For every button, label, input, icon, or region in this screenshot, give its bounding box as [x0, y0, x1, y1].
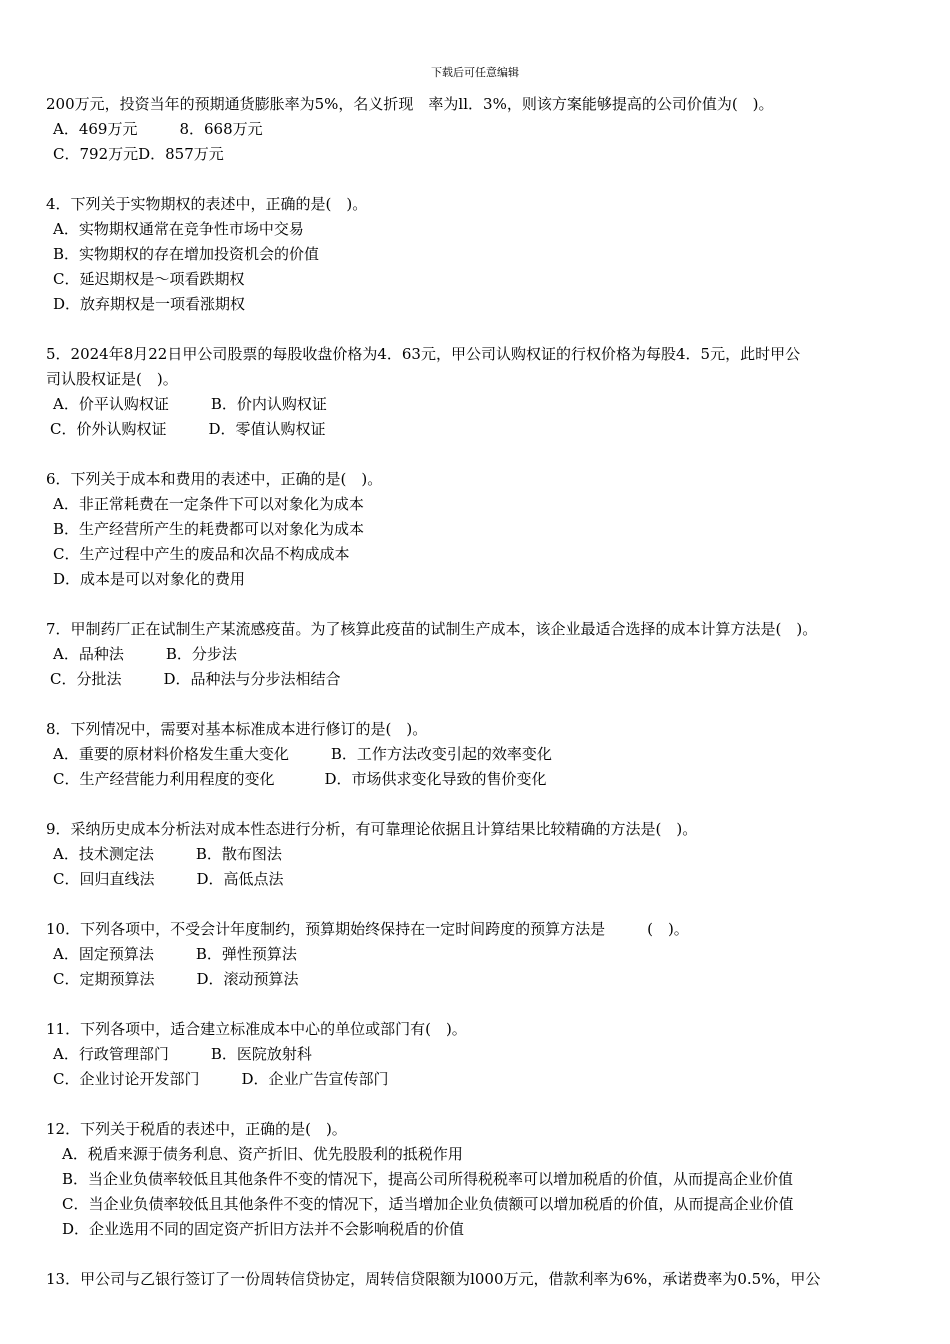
q7-option-b: B．分步法	[165, 645, 237, 663]
q6-option-c: C．生产过程中产生的废品和次品不构成成本	[53, 545, 350, 563]
q7-stem: 7．甲制药厂正在试制生产某流感疫苗。为了核算此疫苗的试制生产成本，该企业最适合选择的成本计算方法是( )。	[46, 620, 818, 638]
q8-options-ab	[46, 742, 916, 767]
q11-option-d: D．企业广告宣传部门	[241, 1070, 389, 1088]
q8-options-cd	[46, 767, 916, 792]
q9-option-c: C．回归直线法	[53, 870, 155, 888]
q4-stem: 4．下列关于实物期权的表述中，正确的是( )。	[46, 195, 368, 213]
q9-option-b: B．散布图法	[195, 845, 282, 863]
q9-option-d: D．高低点法	[196, 870, 284, 888]
q11-options-ab	[46, 1042, 916, 1067]
q8-option-d: D．市场供求变化导致的售价变化	[324, 770, 547, 788]
q8-option-c: C．生产经营能力利用程度的变化	[53, 770, 275, 788]
q9-stem: 9．采纳历史成本分析法对成本性态进行分析，有可靠理论依据且计算结果比较精确的方法是( )。	[46, 820, 698, 838]
q5-stem-line2: 司认股权证是( )。	[46, 370, 178, 388]
q3-option-a: A．469万元	[53, 120, 138, 138]
q4-option-d: D．放弃期权是一项看涨期权	[53, 295, 246, 313]
q4-option-c: C．延迟期权是～项看跌期权	[53, 270, 245, 288]
q6-option-a: A．非正常耗费在一定条件下可以对象化为成本	[53, 495, 364, 513]
q3-options-ab	[46, 117, 916, 142]
q4-option-b: B．实物期权的存在增加投资机会的价值	[53, 245, 320, 263]
q10-stem: 10．下列各项中，不受会计年度制约，预算期始终保持在一定时间跨度的预算方法是	[46, 920, 606, 938]
q11-options-cd	[46, 1067, 916, 1092]
q7-option-a: A．品种法	[53, 645, 124, 663]
q12-option-c: C．当企业负债率较低且其他条件不变的情况下，适当增加企业负债额可以增加税盾的价值，从而提高企业价值	[62, 1195, 794, 1213]
q5-options-cd	[46, 417, 916, 442]
q6-stem: 6．下列关于成本和费用的表述中，正确的是( )。	[46, 470, 383, 488]
q7-options-cd	[46, 667, 916, 692]
q12-option-d: D．企业选用不同的固定资产折旧方法并不会影响税盾的价值	[62, 1220, 465, 1238]
q7-option-d: D．品种法与分步法相结合	[163, 670, 341, 688]
q12-stem: 12．下列关于税盾的表述中，正确的是( )。	[46, 1120, 347, 1138]
q11-stem: 11．下列各项中，适合建立标准成本中心的单位或部门有( )。	[46, 1020, 467, 1038]
q4-option-a: A．实物期权通常在竞争性市场中交易	[53, 220, 304, 238]
q11-option-a: A．行政管理部门	[53, 1045, 169, 1063]
q5-option-c: C．价外认购权证	[50, 420, 167, 438]
q5-stem-line1: 5．2024年8月22日甲公司股票的每股收盘价格为4．63元，甲公司认购权证的行权价格为每股4．5元，此时甲公	[46, 345, 801, 363]
q9-option-a: A．技术测定法	[53, 845, 154, 863]
q5-option-b: B．价内认购权证	[210, 395, 327, 413]
q5-option-d: D．零值认购权证	[208, 420, 326, 438]
q10-option-d: D．滚动预算法	[196, 970, 299, 988]
q10-option-a: A．固定预算法	[53, 945, 154, 963]
q5-option-a: A．价平认购权证	[53, 395, 169, 413]
q10-options-cd	[46, 967, 916, 992]
q10-option-c: C．定期预算法	[53, 970, 155, 988]
q6-option-d: D．成本是可以对象化的费用	[53, 570, 246, 588]
q12-option-a: A．税盾来源于债务利息、资产折旧、优先股股利的抵税作用	[62, 1145, 463, 1163]
q10-option-b: B．弹性预算法	[195, 945, 297, 963]
q8-option-b: B．工作方法改变引起的效率变化	[330, 745, 552, 763]
q6-option-b: B．生产经营所产生的耗费都可以对象化为成本	[53, 520, 365, 538]
page-header: 下载后可任意编辑	[431, 66, 519, 79]
q8-option-a: A．重要的原材料价格发生重大变化	[53, 745, 289, 763]
q10-answer-blank: ( )。	[647, 920, 689, 938]
q9-options-cd	[46, 867, 916, 892]
q10-stem-line	[46, 917, 916, 942]
q13-stem: 13．甲公司与乙银行签订了一份周转信贷协定，周转信贷限额为l000万元，借款利率为6%，承诺费率为0.5%，甲公	[46, 1270, 821, 1288]
q10-options-ab	[46, 942, 916, 967]
document-body	[46, 92, 916, 1292]
q3-options-cd: C．792万元D．857万元	[53, 145, 224, 163]
q3-option-b: 8．668万元	[179, 120, 263, 138]
q11-option-c: C．企业讨论开发部门	[53, 1070, 200, 1088]
q12-option-b: B．当企业负债率较低且其他条件不变的情况下，提高公司所得税税率可以增加税盾的价值，从而提高企业价值	[62, 1170, 794, 1188]
q7-options-ab	[46, 642, 916, 667]
q9-options-ab	[46, 842, 916, 867]
q11-option-b: B．医院放射科	[210, 1045, 312, 1063]
q8-stem: 8．下列情况中，需要对基本标准成本进行修订的是( )。	[46, 720, 428, 738]
q5-options-ab	[46, 392, 916, 417]
q3-stem: 200万元，投资当年的预期通货膨胀率为5%，名义折现 率为ll．3%，则该方案能够提高的公司价值为( )。	[46, 95, 774, 113]
q7-option-c: C．分批法	[50, 670, 122, 688]
